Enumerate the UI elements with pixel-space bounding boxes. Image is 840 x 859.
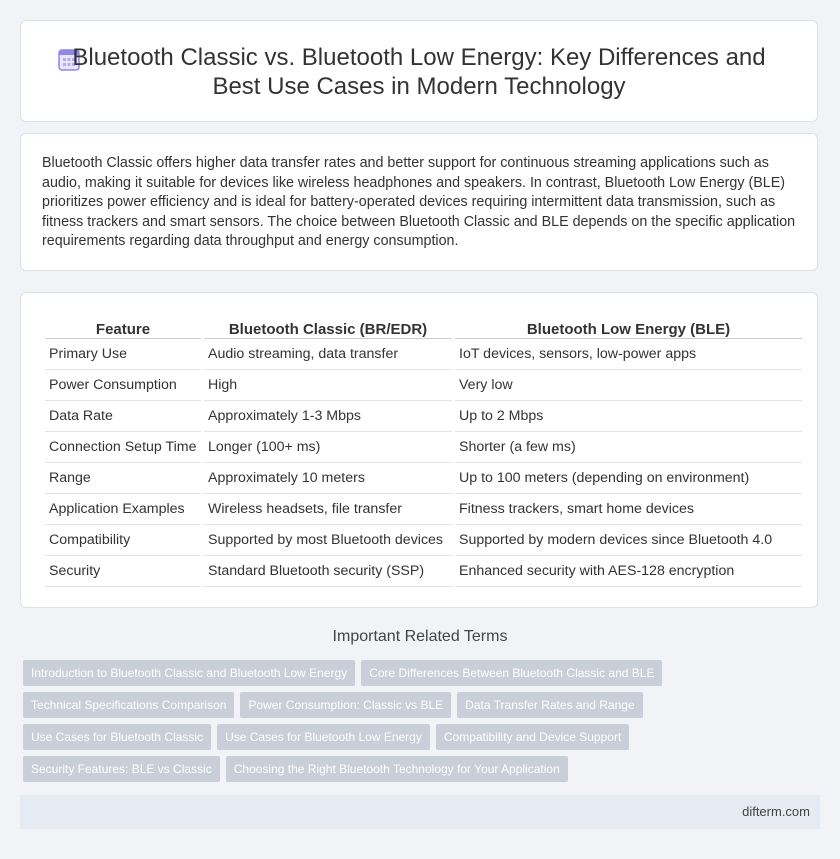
cell-feature: Compatibility — [45, 525, 201, 556]
tag-row — [23, 756, 803, 782]
cell-classic: Longer (100+ ms) — [204, 432, 452, 463]
cell-classic: Supported by most Bluetooth devices — [204, 525, 452, 556]
related-term-tag[interactable]: Choosing the Right Bluetooth Technology for Your Application — [226, 756, 568, 782]
related-term-tag[interactable]: Data Transfer Rates and Range — [457, 692, 642, 718]
header-classic: Bluetooth Classic (BR/EDR) — [204, 316, 452, 339]
summary-text: Bluetooth Classic offers higher data transfer rates and better support for continuous streaming applications such as audio, making it suitable for devices like wireless headphones and speakers. In contrast, Bluetooth Low Energy (BLE) prioritizes power efficiency and is ideal for battery-operated devices requiring intermittent data transmission, such as fitness trackers and smart sensors. The choice between Bluetooth Classic and BLE depends on the specific application requirements regarding data throughput and energy consumption. — [42, 155, 796, 250]
table-row — [45, 339, 802, 370]
page-title — [21, 43, 817, 101]
table-row — [45, 432, 802, 463]
table-row — [45, 556, 802, 587]
summary-card — [20, 133, 818, 271]
table-row — [45, 525, 802, 556]
comparison-card — [20, 292, 818, 608]
page-title-line-2: Best Use Cases in Modern Technology — [212, 73, 626, 100]
cell-feature: Range — [45, 463, 201, 494]
tag-row — [23, 724, 803, 750]
cell-classic: Wireless headsets, file transfer — [204, 494, 452, 525]
cell-ble: Shorter (a few ms) — [455, 432, 802, 463]
related-term-tag[interactable]: Power Consumption: Classic vs BLE — [240, 692, 451, 718]
cell-feature: Connection Setup Time — [45, 432, 201, 463]
related-term-tag[interactable]: Use Cases for Bluetooth Low Energy — [217, 724, 430, 750]
table-header-row — [45, 316, 802, 339]
cell-classic: Audio streaming, data transfer — [204, 339, 452, 370]
cell-classic: High — [204, 370, 452, 401]
cell-feature: Security — [45, 556, 201, 587]
header-ble: Bluetooth Low Energy (BLE) — [455, 316, 802, 339]
cell-classic: Approximately 10 meters — [204, 463, 452, 494]
header-feature: Feature — [45, 316, 201, 339]
footer-site-link[interactable]: difterm.com — [742, 804, 810, 819]
related-term-tag[interactable]: Security Features: BLE vs Classic — [23, 756, 220, 782]
footer — [20, 795, 820, 829]
related-term-tag[interactable]: Compatibility and Device Support — [436, 724, 629, 750]
cell-classic: Approximately 1-3 Mbps — [204, 401, 452, 432]
table-row — [45, 401, 802, 432]
cell-classic: Standard Bluetooth security (SSP) — [204, 556, 452, 587]
related-term-tag[interactable]: Use Cases for Bluetooth Classic — [23, 724, 211, 750]
title-card — [20, 20, 818, 122]
cell-feature: Primary Use — [45, 339, 201, 370]
cell-feature: Power Consumption — [45, 370, 201, 401]
tag-row — [23, 692, 803, 718]
table-row — [45, 463, 802, 494]
cell-ble: Very low — [455, 370, 802, 401]
related-term-tag[interactable]: Core Differences Between Bluetooth Classic and BLE — [361, 660, 662, 686]
related-term-tag[interactable]: Introduction to Bluetooth Classic and Bluetooth Low Energy — [23, 660, 355, 686]
table-row — [45, 370, 802, 401]
cell-ble: IoT devices, sensors, low-power apps — [455, 339, 802, 370]
cell-ble: Fitness trackers, smart home devices — [455, 494, 802, 525]
table-row — [45, 494, 802, 525]
cell-feature: Application Examples — [45, 494, 201, 525]
related-terms-list — [23, 660, 803, 788]
cell-ble: Enhanced security with AES-128 encryption — [455, 556, 802, 587]
related-term-tag[interactable]: Technical Specifications Comparison — [23, 692, 234, 718]
comparison-table — [42, 316, 805, 587]
cell-ble: Up to 100 meters (depending on environment) — [455, 463, 802, 494]
tag-row — [23, 660, 803, 686]
cell-feature: Data Rate — [45, 401, 201, 432]
related-terms-title: Important Related Terms — [332, 628, 508, 645]
page-title-line-1: Bluetooth Classic vs. Bluetooth Low Energy: Key Differences and — [72, 44, 766, 71]
cell-ble: Supported by modern devices since Bluetooth 4.0 — [455, 525, 802, 556]
cell-ble: Up to 2 Mbps — [455, 401, 802, 432]
